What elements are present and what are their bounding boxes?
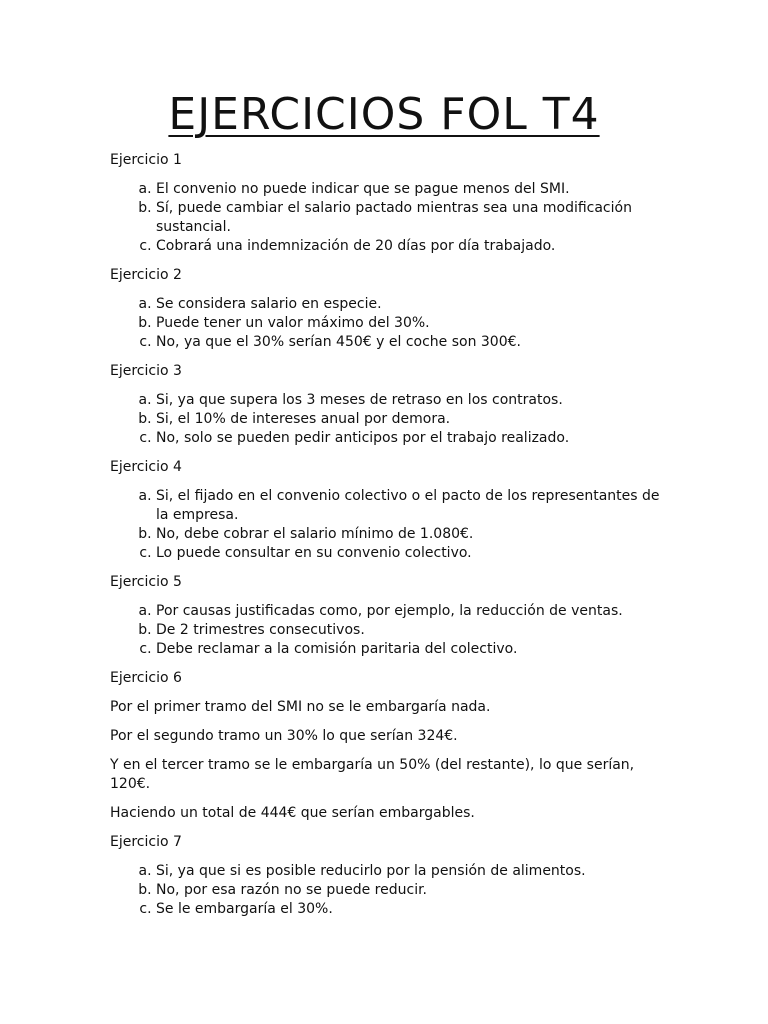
answer-list xyxy=(110,487,670,563)
section-heading: Ejercicio 2 xyxy=(110,267,182,283)
paragraph: Por el segundo tramo un 30% lo que serían 324€. xyxy=(110,728,458,744)
list-item: c. Debe reclamar a la comisión paritaria del colectivo. xyxy=(156,640,670,659)
answer-list xyxy=(110,180,670,256)
list-item: b. No, por esa razón no se puede reducir. xyxy=(156,881,670,900)
section-heading: Ejercicio 7 xyxy=(110,834,182,850)
answer-list xyxy=(110,862,670,919)
answer-list xyxy=(110,602,670,659)
document-body xyxy=(110,151,670,929)
list-item: b. De 2 trimestres consecutivos. xyxy=(156,621,670,640)
list-item: a. Por causas justificadas como, por ejemplo, la reducción de ventas. xyxy=(156,602,670,621)
section-heading: Ejercicio 1 xyxy=(110,152,182,168)
list-item: a. Si, ya que si es posible reducirlo por la pensión de alimentos. xyxy=(156,862,670,881)
list-item: c. No, solo se pueden pedir anticipos por el trabajo realizado. xyxy=(156,429,670,448)
list-item: a. Si, el fijado en el convenio colectivo o el pacto de los representantes de la empresa. xyxy=(156,487,670,525)
page-title-text: EJERCICIOS FOL T4 xyxy=(168,89,600,140)
section-heading: Ejercicio 3 xyxy=(110,363,182,379)
paragraph: Por el primer tramo del SMI no se le embargaría nada. xyxy=(110,699,491,715)
paragraph: Haciendo un total de 444€ que serían embargables. xyxy=(110,805,475,821)
section-heading: Ejercicio 5 xyxy=(110,574,182,590)
section-heading: Ejercicio 4 xyxy=(110,459,182,475)
list-item: a. Se considera salario en especie. xyxy=(156,295,670,314)
list-item: a. Si, ya que supera los 3 meses de retraso en los contratos. xyxy=(156,391,670,410)
page-title xyxy=(0,88,768,142)
paragraph: Y en el tercer tramo se le embargaría un 50% (del restante), lo que serían, 120€. xyxy=(110,757,635,792)
list-item: c. No, ya que el 30% serían 450€ y el coche son 300€. xyxy=(156,333,670,352)
list-item: c. Lo puede consultar en su convenio colectivo. xyxy=(156,544,670,563)
list-item: b. No, debe cobrar el salario mínimo de 1.080€. xyxy=(156,525,670,544)
list-item: b. Puede tener un valor máximo del 30%. xyxy=(156,314,670,333)
section-heading: Ejercicio 6 xyxy=(110,670,182,686)
list-item: c. Se le embargaría el 30%. xyxy=(156,900,670,919)
answer-list xyxy=(110,295,670,352)
answer-list xyxy=(110,391,670,448)
list-item: a. El convenio no puede indicar que se pague menos del SMI. xyxy=(156,180,670,199)
list-item: b. Sí, puede cambiar el salario pactado mientras sea una modificación sustancial. xyxy=(156,199,670,237)
list-item: b. Si, el 10% de intereses anual por demora. xyxy=(156,410,670,429)
list-item: c. Cobrará una indemnización de 20 días por día trabajado. xyxy=(156,237,670,256)
